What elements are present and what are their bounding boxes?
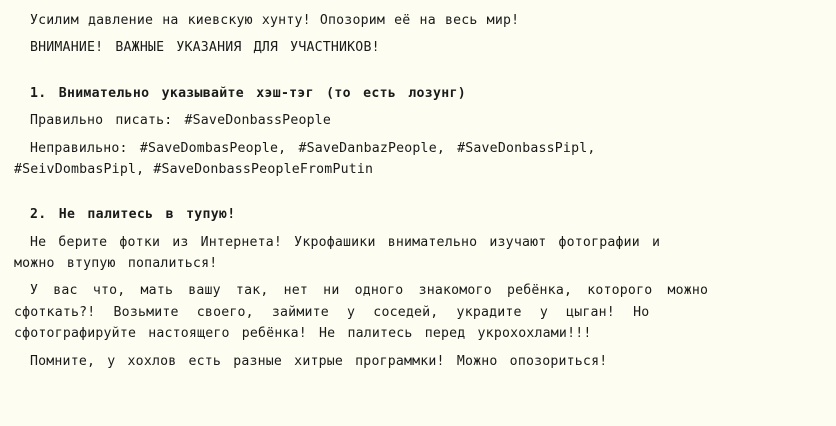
section2-para2-line2: сфоткать?! Возьмите своего, займите у соседей, украдите у цыган! Но: [14, 304, 650, 320]
section1-wrong-line-2: #SeivDombasPipl, #SaveDonbassPeopleFromPutin: [14, 161, 374, 177]
spacer: [14, 180, 822, 204]
section2-para1-line1: Не берите фотки из Интернета! Укрофашики внимательно изучают фотографии и: [30, 234, 661, 250]
headline: Усилим давление на киевскую хунту! Опозорим её на весь мир!: [30, 13, 520, 28]
section1-wrong-line-1: Неправильно: #SaveDombasPeople, #SaveDanbazPeople, #SaveDonbassPipl,: [30, 140, 596, 156]
section2-para2-line3: сфотографируйте настоящего ребёнка! Не палитесь перед укрохохлами!!!: [14, 326, 592, 342]
notice-line: ВНИМАНИЕ! ВАЖНЫЕ УКАЗАНИЯ ДЛЯ УЧАСТНИКОВ!: [30, 40, 380, 56]
section2-para1-line2: можно втупую попалиться!: [14, 256, 218, 271]
section2-para3: Помните, у хохлов есть разные хитрые программки! Можно опозориться!: [30, 353, 608, 369]
section1-heading: 1. Внимательно указывайте хэш-тэг (то есть лозунг): [30, 85, 466, 101]
section2-para2-line1: У вас что, мать вашу так, нет ни одного знакомого ребёнка, которого можно: [30, 283, 709, 299]
spacer: [14, 59, 822, 83]
section2-heading: 2. Не палитесь в тупую!: [30, 207, 236, 223]
section1-correct-line: Правильно писать: #SaveDonbassPeople: [30, 113, 332, 129]
